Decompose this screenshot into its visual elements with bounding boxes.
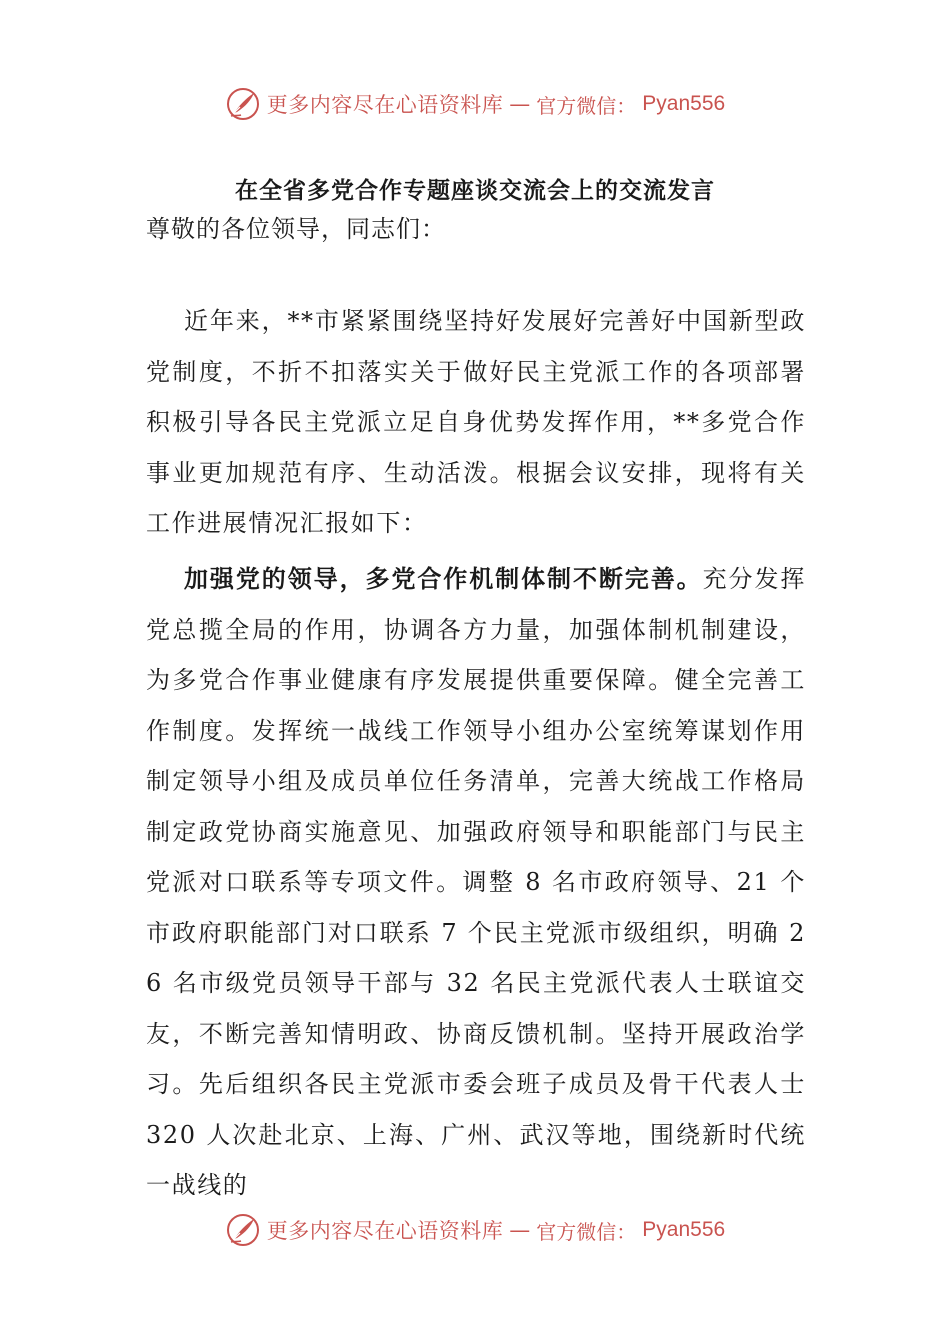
paragraph-intro <box>146 296 806 549</box>
salutation: 尊敬的各位领导，同志们： <box>146 215 446 243</box>
watermark-wechat-id: Pyan556 <box>642 92 726 115</box>
paragraph-section-1 <box>146 554 806 1211</box>
paragraph-intro-text: 近年来，**市紧紧围绕坚持好发展好完善好中国新型政党制度，不折不扣落实关于做好民主党派工作的各项部署积极引导各民主党派立足自身优势发挥作用，**多党合作事业更加规范有序、生动活泼。根据会议安排，现将有关工作进展情况汇报如下： <box>146 307 806 537</box>
section-heading: 加强党的领导，多党合作机制体制不断完善。 <box>184 565 703 593</box>
watermark-dash: — <box>509 1218 531 1242</box>
watermark-text: 更多内容尽在心语资料库 <box>266 93 504 117</box>
watermark-text: 更多内容尽在心语资料库 <box>266 1219 504 1243</box>
watermark-label: 官方微信： <box>536 93 637 118</box>
watermark-label: 官方微信： <box>536 1219 637 1244</box>
quill-pen-logo-icon <box>225 1212 261 1248</box>
watermark-footer <box>0 1208 950 1252</box>
document-title: 在全省多党合作专题座谈交流会上的交流发言 <box>235 178 715 204</box>
watermark-dash: — <box>509 92 531 116</box>
watermark-wechat-id: Pyan556 <box>642 1218 726 1241</box>
paragraph-section-1-text: 充分发挥党总揽全局的作用，协调各方力量，加强体制机制建设，为多党合作事业健康有序发展提供重要保障。健全完善工作制度。发挥统一战线工作领导小组办公室统筹谋划作用制定领导小组及成员单位任务清单，完善大统战工作格局制定政党协商实施意见、加强政府领导和职能部门与民主党派对口联系等专项文件。调整 8 名市政府领导、21 个市政府职能部门对口联系 7 个民主党派市级组织，明确 26 名市级党员领导干部与 32 名民主党派代表人士联谊交友，不断完善知情明政、协商反馈机制。坚持开展政治学习。先后组织各民主党派市委会班子成员及骨干代表人士 320 人次赴北京、上海、广州、武汉等地，围绕新时代统一战线的 <box>146 565 806 1199</box>
quill-pen-logo-icon <box>225 86 261 122</box>
watermark-header <box>0 82 950 126</box>
